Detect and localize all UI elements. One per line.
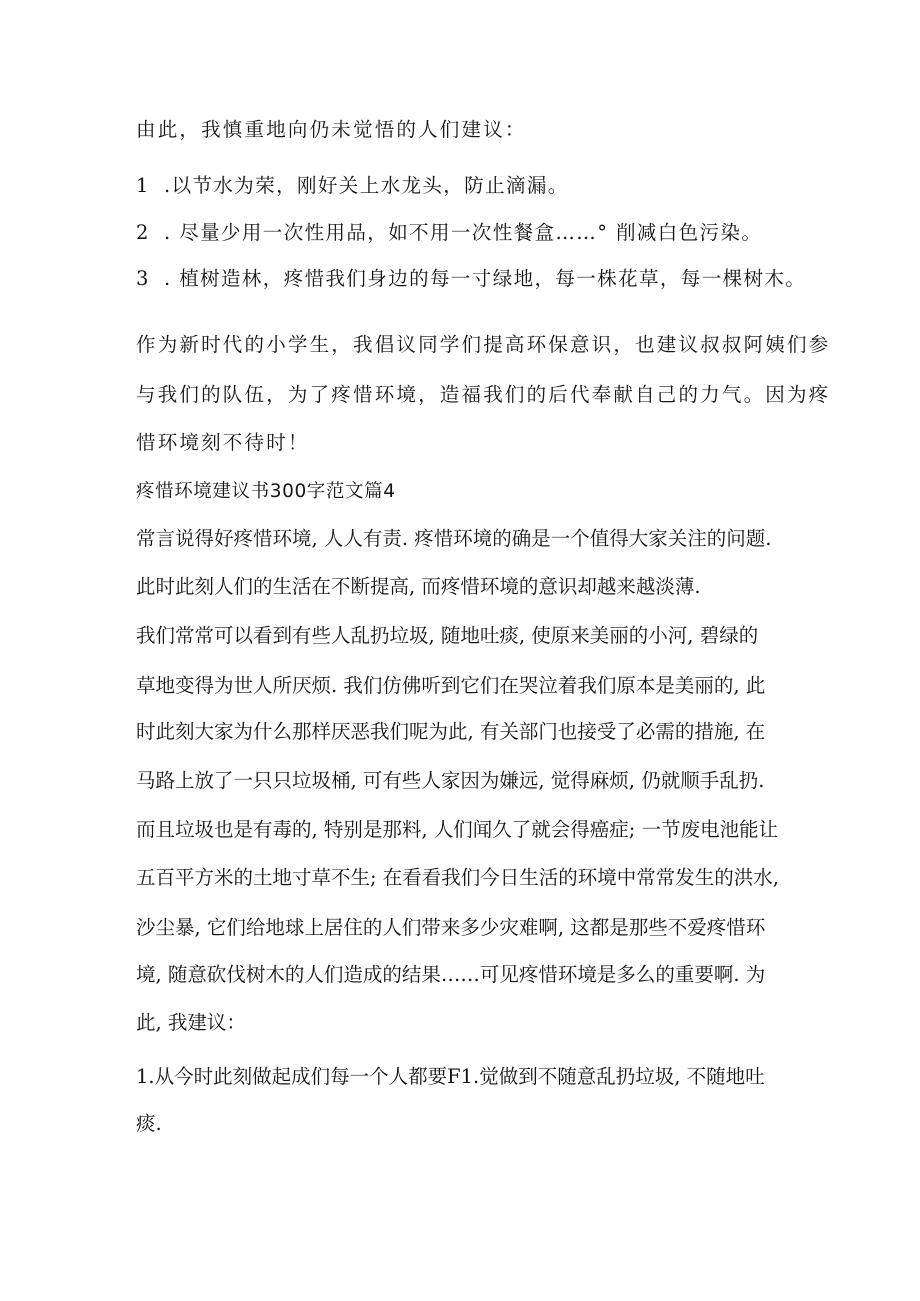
paragraph-line: 我们常常可以看到有些人乱扔垃圾, 随地吐痰, 使原来美丽的小河, 碧绿的: [136, 624, 759, 647]
paragraph-line: 1.从今时此刻做起成们每一个人都要F1.觉做到不随意乱扔垃圾, 不随地吐: [136, 1065, 765, 1088]
paragraph-line: 此, 我建议：: [136, 1011, 246, 1034]
paragraph-line: 与我们的队伍，为了疼惜环境，造福我们的后代奉献自己的力气。因为疼: [136, 383, 831, 406]
list-number: 3: [136, 267, 150, 290]
list-item: [136, 172, 569, 200]
list-number: 2: [136, 221, 150, 244]
list-text: .以节水为荣，刚好关上水龙头，防止滴漏。: [164, 174, 569, 197]
paragraph-line: 痰.: [136, 1112, 162, 1135]
section-heading: 疼惜环境建议书300字范文篇4: [136, 481, 396, 502]
paragraph-line: 而且垃圾也是有毒的, 特别是那料, 人们闻久了就会得癌症; 一节废电池能让: [136, 818, 779, 841]
paragraph-line: 马路上放了一只只垃圾桶, 可有些人家因为嫌远, 觉得麻烦, 仍就顺手乱扔.: [136, 769, 765, 792]
paragraph-line: 作为新时代的小学生，我倡议同学们提高环保意识，也建议叔叔阿姨们参: [136, 333, 831, 356]
paragraph-line: 此时此刻人们的生活在不断提高, 而疼惜环境的意识却越来越淡薄.: [136, 575, 701, 598]
list-number: 1: [136, 174, 150, 197]
paragraph-line: 沙尘暴, 它们给地球上居住的人们带来多少灾难啊, 这都是那些不爱疼惜环: [136, 916, 766, 939]
paragraph-line: 草地变得为世人所厌烦. 我们仿佛听到它们在哭泣着我们原本是美丽的, 此: [136, 674, 766, 697]
paragraph-line: 五百平方米的土地寸草不生; 在看看我们今日生活的环境中常常发生的洪水,: [136, 866, 779, 889]
list-item: [136, 265, 806, 293]
list-text: . 植树造林，疼惜我们身边的每一寸绿地，每一株花草，每一棵树木。: [164, 267, 807, 290]
paragraph-line: 时此刻大家为什么那样厌恶我们呢为此, 有关部门也接受了必需的措施, 在: [136, 720, 766, 743]
paragraph-line: 境, 随意砍伐树木的人们造成的结果……可见疼惜环境是多么的重要啊. 为: [136, 963, 766, 986]
list-item: [136, 219, 762, 247]
list-text: . 尽量少用一次性用品，如不用一次性餐盒……° 削减白色污染。: [164, 221, 763, 244]
paragraph-line: 惜环境刻不待时！: [136, 431, 310, 454]
intro-line: 由此，我慎重地向仍未觉悟的人们建议：: [136, 118, 527, 141]
paragraph-line: 常言说得好疼惜环境, 人人有责. 疼惜环境的确是一个值得大家关注的问题.: [136, 527, 772, 550]
